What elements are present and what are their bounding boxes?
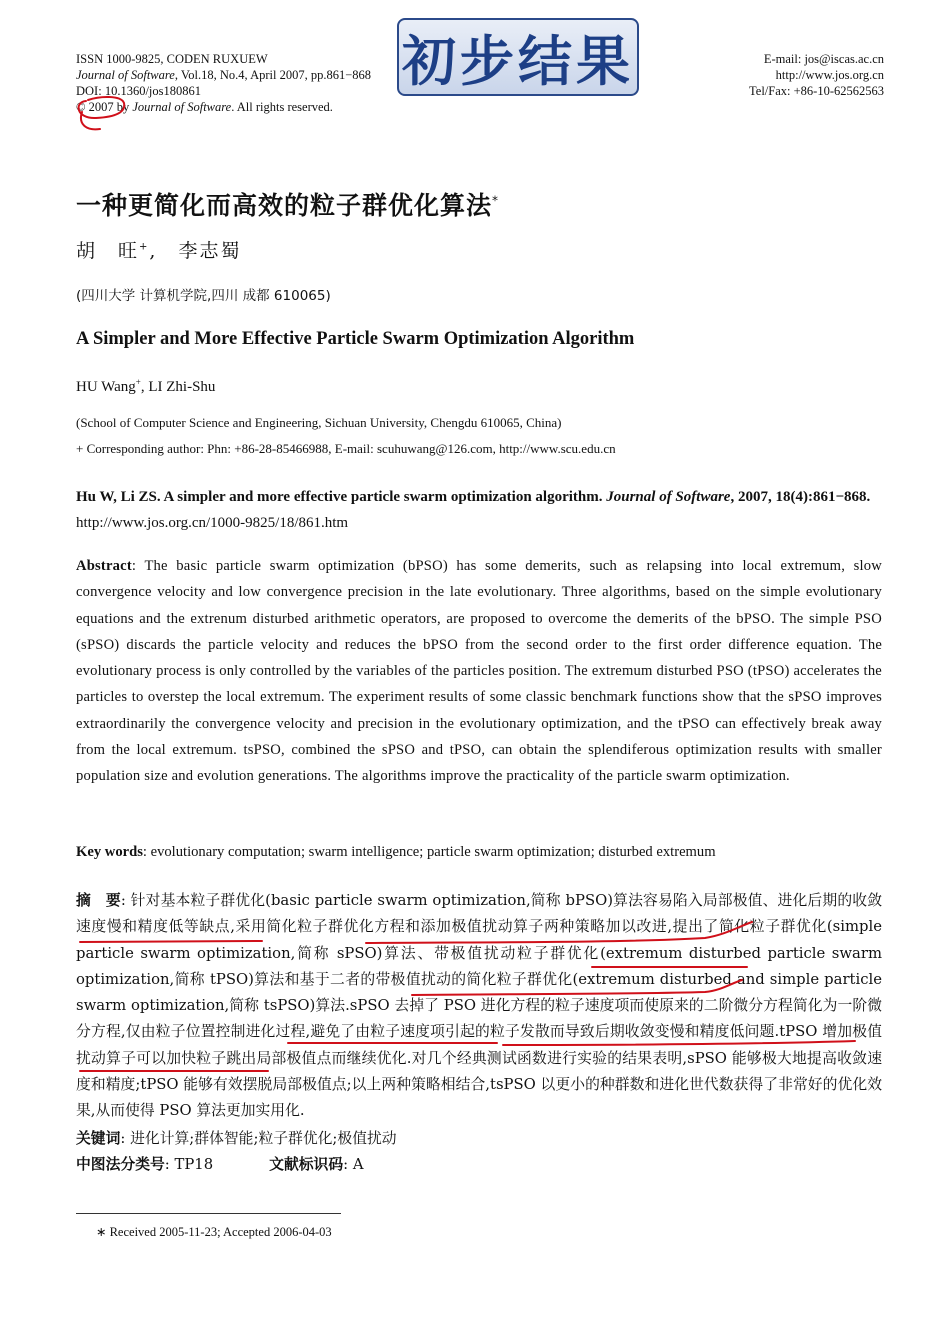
cn-abstract-text: : 针对基本粒子群优化(basic particle swarm optimization,简称 bPSO)算法容易陷入局部极值、进化后期的收敛速度慢和精度低等缺点,采用简化粒子群优化方程和添加极值扰动算子两种策略加以改进,提出了简化粒子群优化(simple particle swarm optimization,简称 sPSO)算法、带极值扰动粒子群优化(extremum disturbed particle swarm optimization,简称 tPSO)算法和基于二者的带极值扰动的简化粒子群优化(extremum disturbed and simple particle swarm optimization,简称 tsPSO)算法.sPSO 去掉了 PSO 进化方程的粒子速度项而使原来的二阶微分方程简化为一阶微分方程,仅由粒子位置控制进化过程,避免了由粒子速度项引起的粒子发散而导致后期收敛变慢和精度低问题.tPSO 增加极值扰动算子可以加快粒子跳出局部极值点而继续优化.对几个经典测试函数进行实验的结果表明,sPSO 能够极大地提高收敛速度和精度;tPSO 能够有效摆脱局部极值点;以上两种策略相结合,tsPSO 以更小的种群数和进化世代数获得了非常好的优化效果,从而使得 PSO 算法更加实用化. — [76, 892, 882, 1120]
cn-keywords-text: : 进化计算;群体智能;粒子群优化;极值扰动 — [120, 1130, 397, 1147]
doi-line: DOI: 10.1360/jos180861 — [76, 84, 201, 98]
underline-mark — [412, 980, 742, 995]
citation-journal: Journal of Software — [606, 489, 731, 505]
doc-code-label: 文献标识码 — [269, 1156, 344, 1173]
copyright-year: © 2007 — [76, 100, 114, 114]
english-authors: HU Wang+, LI Zhi-Shu — [76, 377, 216, 395]
doc-code-value: : A — [343, 1156, 364, 1173]
journal-url[interactable]: http://www.jos.org.cn — [775, 68, 884, 82]
cn-keywords-label: 关键词 — [76, 1130, 121, 1147]
cn-abstract-label: 摘 要 — [76, 892, 121, 909]
chinese-affiliation: (四川大学 计算机学院,四川 成都 610065) — [76, 288, 331, 304]
volume-info: , Vol.18, No.4, April 2007, pp.861−868 — [174, 68, 372, 82]
journal-telfax: Tel/Fax: +86-10-62562563 — [749, 84, 884, 98]
title-footnote-mark: * — [492, 193, 500, 208]
issn-line: ISSN 1000-9825, CODEN RUXUEW — [76, 52, 268, 66]
english-title: A Simpler and More Effective Particle Swarm Optimization Algorithm — [76, 329, 635, 349]
underline-mark — [80, 941, 262, 942]
corresponding-mark: + — [139, 241, 150, 253]
journal-email[interactable]: E-mail: jos@iscas.ac.cn — [763, 52, 884, 66]
copyright-journal: Journal of Software — [132, 100, 232, 114]
citation-url[interactable]: http://www.jos.org.cn/1000-9825/18/861.htm — [76, 515, 349, 531]
received-footnote: ∗ Received 2005-11-23; Accepted 2006-04-03 — [96, 1225, 332, 1239]
abstract-text: : The basic particle swarm optimization (bPSO) has some demerits, such as relapsing into local extremum, slow convergence velocity and low convergence precision in the late evolutionary. Three algorithms, based on the simple evolutionary equations and the extrenum disturbed arithmetic operators, are proposed to overcome the demerits of the bPSO. The simple PSO (sPSO) discards the particle velocity and reduces the bPSO from the second order to the first order difference equation. The evolutionary process is only controlled by the variables of the particles position. The extremum disturbed PSO (tPSO) accelerates the particles to overstep the local extremum. The experiment results of some classic benchmark functions show that the sPSO improves extraordinarily the convergence velocity and precision in the evolutionary optimization, and the tPSO can effectively break away from the local extremum. tsPSO, combined the sPSO and tPSO, can obtain the splendiferous optimization results with smaller population size and evolution generations. The algorithms improve the practicality of the particle swarm optimization. — [76, 558, 882, 785]
keywords-label: Key words — [76, 844, 143, 860]
year-circle-mark — [79, 97, 125, 118]
chinese-authors: 胡 旺+, 李志蜀 — [76, 240, 242, 262]
citation: Hu W, Li ZS. A simpler and more effective particle swarm optimization algorithm. Journal of Software, 2007, 18(4):861−868. http://www.jos.org.cn/1000-9825/18/861.htm — [76, 489, 871, 531]
keywords-text: : evolutionary computation; swarm intelligence; particle swarm optimization; disturbed extremum — [142, 844, 716, 860]
corresponding-mark-en: + — [135, 377, 141, 387]
english-affiliation: (School of Computer Science and Engineering, Sichuan University, Chengdu 610065, China) — [76, 415, 562, 430]
corresponding-author: + Corresponding author: Phn: +86-28-85466988, E-mail: scuhuwang@126.com, http://www.scu.edu.cn — [76, 441, 616, 456]
stamp-text: 初步结果 — [402, 29, 634, 93]
underline-mark — [503, 1041, 855, 1045]
journal-name: Journal of Software — [76, 68, 175, 82]
clc-value: : TP18 — [164, 1156, 214, 1173]
underline-mark — [366, 922, 752, 943]
chinese-title: 一种更简化而高效的粒子群优化算法* — [76, 191, 500, 220]
copyright-line: © 2007 by Journal of Software. All rights reserved. — [76, 100, 333, 114]
clc-label: 中图法分类号 — [76, 1156, 165, 1173]
abstract-label: Abstract — [76, 558, 132, 574]
